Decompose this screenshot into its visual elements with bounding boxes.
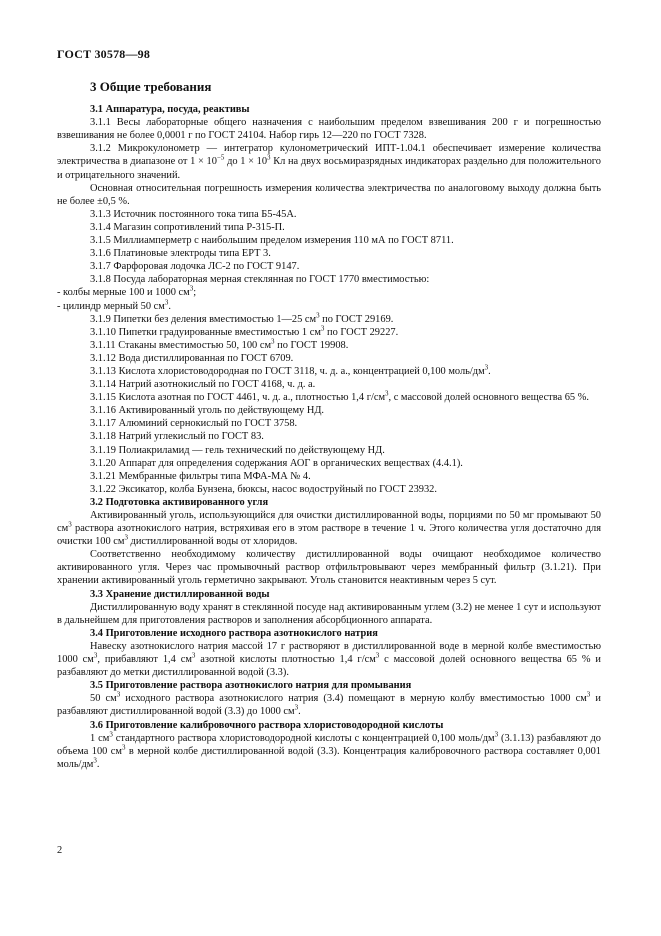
para-3-2-2: Соответственно необходимому количеству дистиллированной воды очищают необходимое количество активированного угля. Через час промывочный раствор отфильтровывают через мембранный фильтр (3.1.21). При хранении активированный уголь герметично закрывают. Уголь становится неактивным через 5 сут.	[57, 549, 601, 587]
para-3-6: 1 $см^3$ стандартного раствора хлористоводородной кислоты с концентрацией 0,100 моль/$дм^3$ (3.1.13) разбавляют до объема 100 $см^3$ в мерной колбе дистиллированной водой (3.3). Концентрация калибровочного раствора составляет 0,001 моль/$дм^3$.	[57, 730, 601, 770]
item-3-1-2: 3.1.2 Микрокулонометр — интегратор кулонометрический ИПТ-1.04.1 обеспечивает измерение количества электричества в диапазоне от $1 \times 10^{-5}$ до $1 \times 10^3$ Кл на двух восьмиразрядных индикаторах раздельно для положительного и отрицательного значений.	[57, 143, 601, 181]
item-3-1-3: 3.1.3 Источник постоянного тока типа Б5-45А.	[90, 208, 297, 220]
item-3-1-8-flasks: - колбы мерные 100 и 1000 $см^3$;	[57, 284, 197, 299]
running-header: ГОСТ 30578—98	[57, 47, 151, 61]
para-3-4: Навеску азотнокислого натрия массой 17 г растворяют в дистиллированной воде в мерной колбе вместимостью 1000 $см^3$, прибавляют 1,4 $см^3$ азотной кислоты плотностью 1,4 $г/см^3$ с массовой долей основного вещества 65 % и разбавляют до метки дистиллированной водой (3.3).	[57, 640, 601, 679]
item-3-1-21: 3.1.21 Мембранные фильтры типа МФА-МА № 4.	[90, 470, 311, 482]
para-3-2-1: Активированный уголь, использующийся для очистки дистиллированной воды, порциями по 50 мг промывают 50 $см^3$ раствора азотнокислого натрия, встряхивая его в этом растворе в течение 1 ч. Этого количества угля достаточно для очистки 100 $см^3$ дистиллированной воды от хлоридов.	[57, 510, 601, 548]
para-3-3: Дистиллированную воду хранят в стеклянной посуде над активированным углем (3.2) не менее 1 сут и используют в дальнейшем для приготовления растворов и заполнения абсорбционного аппарата.	[57, 601, 601, 626]
item-3-1-22: 3.1.22 Эксикатор, колба Бунзена, бюксы, насос водоструйный по ГОСТ 23932.	[90, 483, 437, 495]
item-3-1-11: 3.1.11 Стаканы вместимостью 50, 100 $см^3$ по ГОСТ 19908.	[90, 337, 349, 351]
item-3-1-5: 3.1.5 Миллиамперметр с наибольшим пределом измерения 110 мА по ГОСТ 8711.	[90, 235, 454, 247]
item-3-1-7: 3.1.7 Фарфоровая лодочка ЛС-2 по ГОСТ 9147.	[90, 261, 300, 273]
item-3-1-13: 3.1.13 Кислота хлористоводородная по ГОСТ 3118, ч. д. а., концентрацией 0,100 моль/$дм^3$.	[90, 363, 491, 377]
item-3-1-19: 3.1.19 Полиакриламид — гель технический по действующему НД.	[90, 444, 385, 456]
item-3-1-6: 3.1.6 Платиновые электроды типа ЕРТ 3.	[90, 248, 271, 260]
item-3-1-1: 3.1.1 Весы лабораторные общего назначения с наибольшим пределом взвешивания 200 г и погрешностью взвешивания не более 0,0001 г по ГОСТ 24104. Набор гирь 12—220 по ГОСТ 7328.	[57, 117, 601, 142]
item-3-1-8: 3.1.8 Посуда лабораторная мерная стеклянная по ГОСТ 1770 вместимостью:	[90, 274, 430, 286]
para-3-5: 50 $см^3$ исходного раствора азотнокислого натрия (3.4) помещают в мерную колбу вместимостью 1000 $см^3$ и разбавляют дистиллированной водой (3.3) до 1000 $см^3$.	[57, 690, 601, 718]
item-3-1-12: 3.1.12 Вода дистиллированная по ГОСТ 6709.	[90, 352, 294, 364]
item-3-1-10: 3.1.10 Пипетки градуированные вместимостью 1 $см^3$ по ГОСТ 29227.	[90, 324, 399, 338]
subsection-3-6-title: 3.6 Приготовление калибровочного раствора хлористоводородной кислоты	[90, 719, 444, 731]
page-body	[57, 72, 601, 771]
item-3-1-9: 3.1.9 Пипетки без деления вместимостью 1—25 $см^3$ по ГОСТ 29169.	[90, 311, 394, 325]
subsection-3-3-title: 3.3 Хранение дистиллированной воды	[90, 588, 270, 600]
page-number: 2	[57, 845, 63, 856]
item-3-1-16: 3.1.16 Активированный уголь по действующему НД.	[90, 405, 325, 417]
item-3-1-8-cylinder: - цилиндр мерный 50 $см^3$.	[57, 298, 171, 312]
item-3-1-4: 3.1.4 Магазин сопротивлений типа Р-315-П.	[90, 221, 285, 233]
subsection-3-1-title: 3.1 Аппаратура, посуда, реактивы	[90, 104, 250, 116]
subsection-3-2-title: 3.2 Подготовка активированного угля	[90, 496, 269, 508]
item-3-1-2-note: Основная относительная погрешность измерения количества электричества по аналоговому выходу должна быть не более ±0,5 %.	[57, 182, 601, 207]
item-3-1-18: 3.1.18 Натрий углекислый по ГОСТ 83.	[90, 431, 264, 443]
item-3-1-20: 3.1.20 Аппарат для определения содержания АОГ в органических веществах (4.4.1).	[90, 457, 463, 469]
subsection-3-4-title: 3.4 Приготовление исходного раствора азотнокислого натрия	[90, 627, 378, 639]
item-3-1-15: 3.1.15 Кислота азотная по ГОСТ 4461, ч. д. а., плотностью 1,4 $г/см^3$, с массовой долей основного вещества 65 %.	[90, 389, 589, 404]
item-3-1-14: 3.1.14 Натрий азотнокислый по ГОСТ 4168, ч. д. а.	[90, 379, 316, 391]
subsection-3-5-title: 3.5 Приготовление раствора азотнокислого натрия для промывания	[90, 680, 412, 692]
item-3-1-17: 3.1.17 Алюминий сернокислый по ГОСТ 3758.	[90, 418, 298, 430]
section-title: 3 Общие требования	[90, 79, 212, 94]
